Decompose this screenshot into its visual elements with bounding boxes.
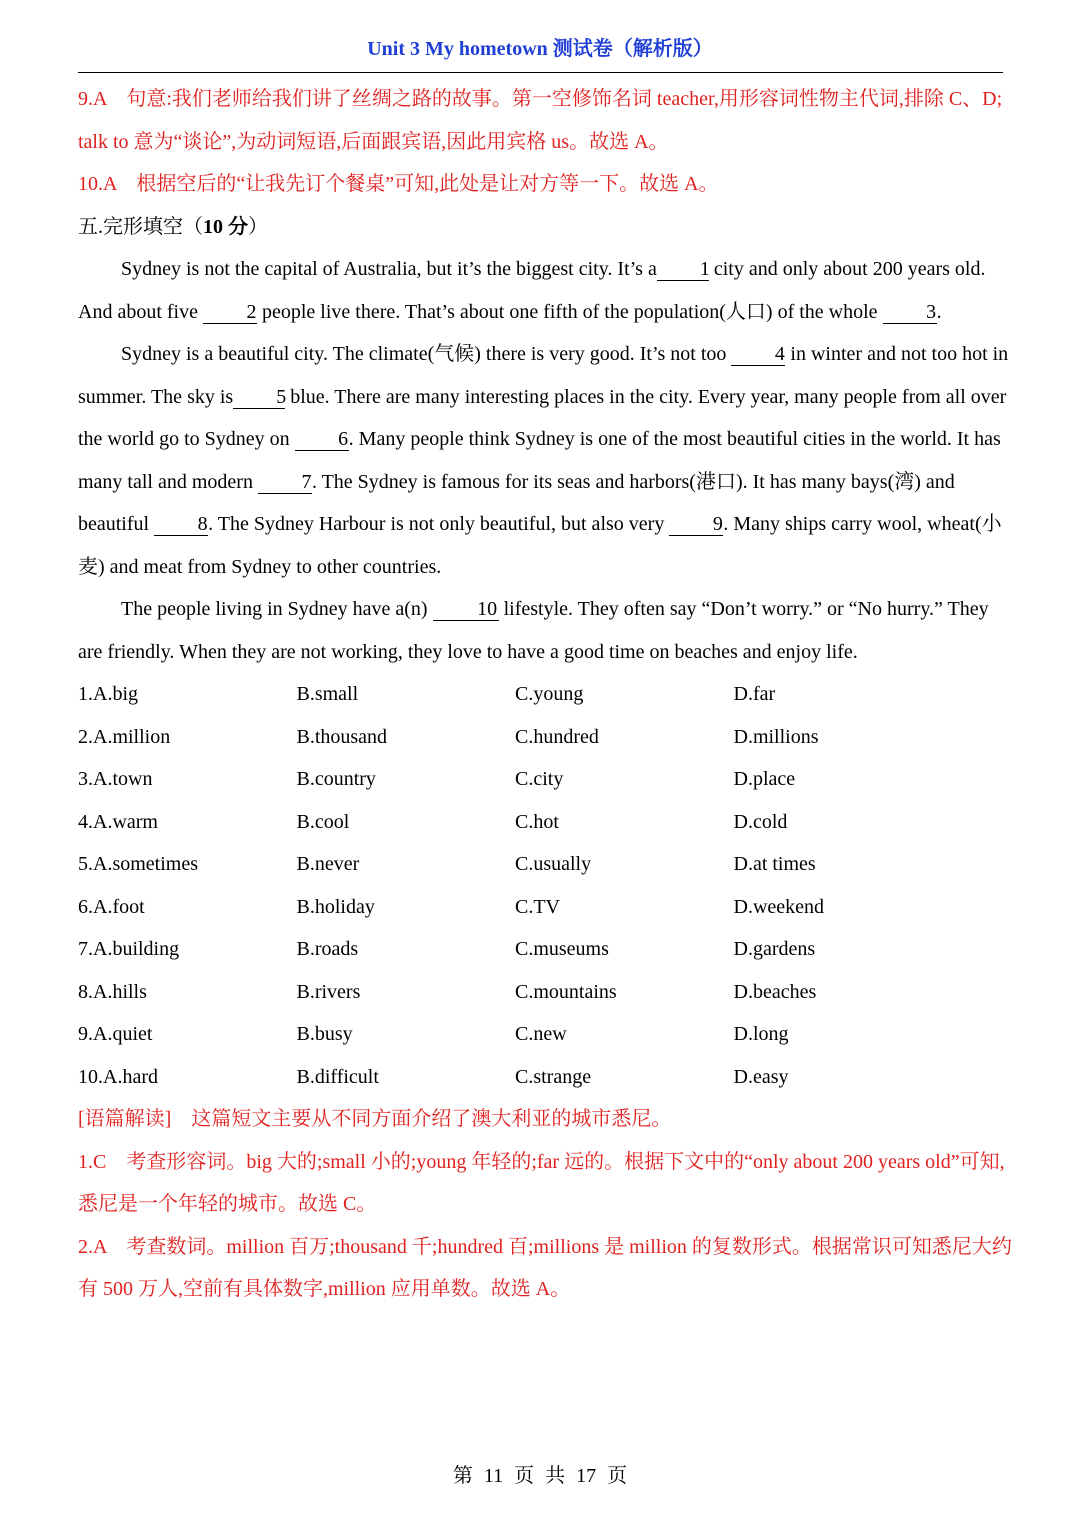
passage-paragraph-2: [78, 333, 1013, 588]
option-row: [78, 928, 1013, 971]
option-c: C.new: [515, 1023, 567, 1045]
section-heading-score: 10 分: [203, 215, 248, 238]
blank-7: 7: [258, 471, 312, 494]
option-b: B.rivers: [296, 980, 361, 1003]
option-d: D.millions: [733, 725, 819, 748]
option-row: [78, 886, 1013, 929]
passage-text: city and only about 200 years old. And about five: [78, 258, 986, 323]
option-a: 1.A.big: [78, 683, 138, 705]
passage-text: Sydney is a beautiful city. The climate(气候) there is very good. It’s not too: [121, 343, 732, 365]
passage-paragraph-3: [78, 588, 1013, 673]
option-row: [78, 971, 1013, 1014]
option-c: C.mountains: [515, 980, 617, 1003]
option-c: C.usually: [515, 853, 592, 875]
option-row: [78, 673, 1013, 716]
blank-1: 1: [657, 258, 709, 281]
passage-text: people live there. That’s about one fifth of the population(人口) of the whole: [256, 300, 883, 323]
option-b: B.thousand: [296, 725, 388, 748]
blank-2: 2: [203, 301, 257, 324]
answer-10: 10.A 根据空后的“让我先订个餐桌”可知,此处是让对方等一下。故选 A。: [78, 173, 719, 195]
blank-6: 6: [295, 428, 349, 451]
passage-text: The people living in Sydney have a(n): [121, 598, 433, 620]
option-d: D.cold: [733, 810, 788, 833]
page-content: [78, 78, 1013, 1311]
passage-text: blue. There are many interesting places in the city. Every year, many people from all over the world go to Sydney on: [78, 385, 1007, 450]
option-b: B.roads: [296, 938, 359, 960]
option-d: D.far: [733, 683, 776, 705]
answer-explanation-1: 1.C 考查形容词。big 大的;small 小的;young 年轻的;far 远的。根据下文中的“only about 200 years old”可知,悉尼是一个年轻的城市。故选 C。: [78, 1150, 1005, 1215]
option-row: [78, 716, 1013, 759]
options-table: [78, 673, 1013, 1098]
option-d: D.long: [733, 1023, 789, 1045]
option-d: D.beaches: [733, 980, 817, 1003]
document-header-title: Unit 3 My hometown 测试卷（解析版）: [367, 38, 713, 60]
section-heading-prefix: 五.完形填空（: [78, 215, 203, 238]
option-b: B.cool: [296, 810, 350, 833]
passage-text: . Many ships carry wool, wheat(小麦) and meat from Sydney to other countries.: [78, 513, 1002, 578]
option-c: C.museums: [515, 938, 609, 960]
option-d: D.weekend: [733, 895, 825, 918]
option-a: 2.A.million: [78, 725, 171, 748]
option-d: D.place: [733, 768, 796, 790]
option-d: D.at times: [733, 853, 816, 875]
option-c: C.city: [515, 768, 564, 790]
passage-analysis: [语篇解读] 这篇短文主要从不同方面介绍了澳大利亚的城市悉尼。: [78, 1108, 672, 1130]
option-row: [78, 843, 1013, 886]
section-heading: [78, 206, 1013, 249]
option-c: C.hot: [515, 810, 559, 833]
option-row: [78, 1056, 1013, 1099]
option-b: B.busy: [296, 1023, 353, 1045]
blank-3: 3: [883, 301, 937, 324]
section-heading-suffix: ）: [248, 215, 268, 238]
option-a: 10.A.hard: [78, 1065, 158, 1088]
passage-text: . The Sydney is famous for its seas and harbors(港口). It has many bays(湾) and beautiful: [78, 470, 955, 535]
option-c: C.strange: [515, 1065, 592, 1088]
option-row: [78, 801, 1013, 844]
header-divider: [78, 72, 1003, 73]
passage-text: . Many people think Sydney is one of the most beautiful cities in the world. It has many tall and modern: [78, 428, 1001, 493]
option-a: 3.A.town: [78, 768, 153, 790]
option-row: [78, 758, 1013, 801]
passage-text: .: [936, 300, 942, 323]
option-b: B.small: [296, 683, 359, 705]
option-a: 5.A.sometimes: [78, 853, 198, 875]
option-d: D.gardens: [733, 938, 816, 960]
blank-10: 10: [433, 598, 499, 621]
passage-paragraph-1: [78, 248, 1013, 333]
option-a: 9.A.quiet: [78, 1023, 153, 1045]
option-c: C.hundred: [515, 725, 599, 748]
blank-8: 8: [154, 513, 208, 536]
answer-explanation-2: 2.A 考查数词。million 百万;thousand 千;hundred 百;millions 是 million 的复数形式。根据常识可知悉尼大约有 500 万人,空前有具体数字,million 应用单数。故选 A。: [78, 1235, 1012, 1300]
option-b: B.never: [296, 853, 360, 875]
option-d: D.easy: [733, 1065, 789, 1088]
option-a: 7.A.building: [78, 938, 180, 960]
option-row: [78, 1013, 1013, 1056]
option-c: C.young: [515, 683, 584, 705]
option-b: B.holiday: [296, 895, 375, 918]
option-b: B.country: [296, 768, 376, 790]
passage-text: Sydney is not the capital of Australia, but it’s the biggest city. It’s a: [121, 258, 657, 280]
blank-5: 5: [233, 386, 285, 409]
option-a: 4.A.warm: [78, 810, 158, 833]
option-b: B.difficult: [296, 1065, 379, 1088]
option-a: 6.A.foot: [78, 895, 145, 918]
option-c: C.TV: [515, 895, 560, 918]
option-a: 8.A.hills: [78, 980, 147, 1003]
blank-4: 4: [731, 343, 785, 366]
passage-text: in winter and not too hot in summer. The sky is: [78, 343, 1009, 408]
page-number: 第 11 页 共 17 页: [452, 1465, 628, 1487]
passage-text: lifestyle. They often say “Don’t worry.” or “No hurry.” They are friendly. When they are not working, they love to have a good time on beaches and enjoy life.: [78, 598, 989, 663]
blank-9: 9: [669, 513, 723, 536]
passage-text: . The Sydney Harbour is not only beautiful, but also very: [208, 513, 670, 535]
answer-9: 9.A 句意:我们老师给我们讲了丝绸之路的故事。第一空修饰名词 teacher,用形容词性物主代词,排除 C、D; talk to 意为“谈论”,为动词短语,后面跟宾语,因此用宾格 us。故选 A。: [78, 88, 1003, 153]
